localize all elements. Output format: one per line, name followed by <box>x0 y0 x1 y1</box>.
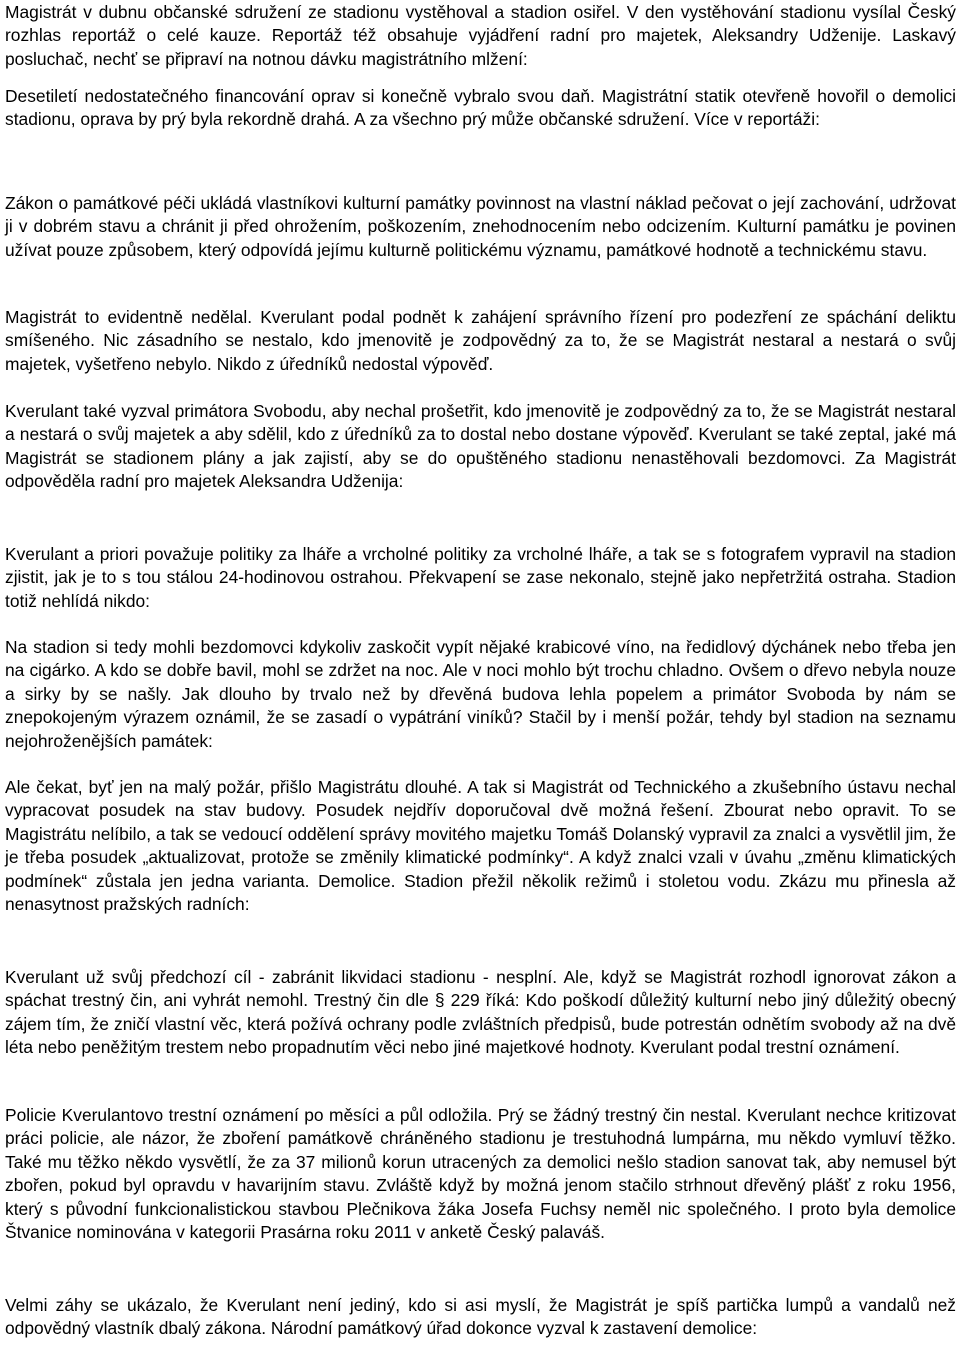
paragraph-9: Kverulant už svůj předchozí cíl - zabránit likvidaci stadionu - nesplní. Ale, když se Magistrát rozhodl ignorovat zákon a spáchat trestný čin, ani vyhrát nemohl. Trestný čin dle § 229 říká: Kdo poškodí důležitý kulturní nebo jiný důležitý obecný zájem tím, že zničí vlastní věc, která požívá ochrany podle zvláštních předpisů, bude potrestán odnětím svobody až na dvě léta nebo peněžitým trestem nebo propadnutím věci nebo jiné majetkové hodnoty. Kverulant podal trestní oznámení. <box>5 967 956 1058</box>
paragraph-11: Velmi záhy se ukázalo, že Kverulant není jediný, kdo si asi myslí, že Magistrát je spíš partička lumpů a vandalů než odpovědný vlastník dbalý zákona. Národní památkový úřad dokonce vyzval k zastavení demolice: <box>5 1295 956 1339</box>
paragraph-2: Desetiletí nedostatečného financování oprav si konečně vybralo svou daň. Magistrátní statik otevřeně hovořil o demolici stadionu, oprava by prý byla rekordně drahá. A za všechno prý může občanské sdružení. Více v reportáži: <box>5 86 956 130</box>
paragraph-1: Magistrát v dubnu občanské sdružení ze stadionu vystěhoval a stadion osiřel. V den vystěhování stadionu vysílal Český rozhlas reportáž o celé kauze. Reportáž též obsahuje vyjádření radní pro majetek, Aleksandry Udženije. Laskavý posluchač, nechť se připraví na notnou dávku magistrátního mlžení: <box>5 2 956 69</box>
paragraph-4: Magistrát to evidentně nedělal. Kverulant podal podnět k zahájení správního řízení pro podezření ze spáchání deliktu smíšeného. Nic zásadního se nestalo, kdo jmenovitě je zodpovědný za to, že se Magistrát nestaral a nestará o svůj majetek, vyšetřeno nebylo. Nikdo z úředníků nedostal výpověď. <box>5 307 956 374</box>
paragraph-5: Kverulant také vyzval primátora Svobodu, aby nechal prošetřit, kdo jmenovitě je zodpovědný za to, že se Magistrát nestaral a nestará o svůj majetek a aby sdělil, kdo z úředníků za to dostal nebo dostane výpověď. Kverulant se také zeptal, jaké má Magistrát se stadionem plány a jak zajistí, aby se do opuštěného stadionu nenastěhovali bezdomovci. Za Magistrát odpověděla radní pro majetek Aleksandra Udženija: <box>5 401 956 492</box>
paragraph-6: Kverulant a priori považuje politiky za lháře a vrcholné politiky za vrcholné lháře, a tak se s fotografem vypravil na stadion zjistit, jak je to s tou stálou 24-hodinovou ostrahou. Překvapení se zase nekonalo, stejně jako nepřetržitá ostraha. Stadion totiž nehlídá nikdo: <box>5 544 956 611</box>
paragraph-3: Zákon o památkové péči ukládá vlastníkovi kulturní památky povinnost na vlastní náklad pečovat o její zachování, udržovat ji v dobrém stavu a chránit ji před ohrožením, poškozením, znehodnocením nebo odcizením. Kulturní památku je povinen užívat pouze způsobem, který odpovídá jejímu kulturně politickému významu, památkové hodnotě a technickému stavu. <box>5 193 956 260</box>
paragraph-7: Na stadion si tedy mohli bezdomovci kdykoliv zaskočit vypít nějaké krabicové víno, na ředidlový dýchánek nebo třeba jen na cigárko. A kdo se dobře bavil, mohl se zdržet na noc. Ale v noci mohlo být trochu chladno. Ovšem o dřevo nebyla nouze a sirky by se našly. Jak dlouho by trvalo než by dřevěná budova lehla popelem a primátor Svoboda by nám se znepokojeným výrazem oznámil, že se zasadí o vypátrání viníků? Stačil by i menší požár, tehdy byl stadion na seznamu nejohroženějších památek: <box>5 637 956 751</box>
paragraph-8: Ale čekat, byť jen na malý požár, přišlo Magistrátu dlouhé. A tak si Magistrát od Technického a zkušebního ústavu nechal vypracovat posudek na stav budovy. Posudek nejdřív doporučoval dvě možná řešení. Zbourat nebo opravit. To se Magistrátu nelíbilo, a tak se vedoucí oddělení správy movitého majetku Tomáš Dolanský vypravil za znalci a vysvětlil jim, že je třeba posudek „aktualizovat, protože se změnily klimatické podmínky“. A když znalci vzali v úvahu „změnu klimatických podmínek“ zůstala jen jedna varianta. Demolice. Stadion přežil několik režimů i stoletou vodu. Zkázu mu přinesla až nenasytnost pražských radních: <box>5 777 956 915</box>
paragraph-10: Policie Kverulantovo trestní oznámení po měsíci a půl odložila. Prý se žádný trestný čin nestal. Kverulant nechce kritizovat práci policie, ale názor, že zboření památkově chráněného stadionu je trestuhodná lumpárna, mu někdo vymluví těžko. Také mu těžko někdo vysvětlí, že za 37 milionů korun utracených za demolici nešlo stadion sanovat tak, aby nemusel být zbořen, pokud byl opravdu v havarijním stavu. Zvláště když by možná jenom stačilo strhnout dřevěný plášť z roku 1956, který s původní funkcionalistickou stavbou Plečnikova žáka Josefa Fuchsy neměl nic společného. I proto byla demolice Štvanice nominována v kategorii Prasárna roku 2011 v anketě Český palaváš. <box>5 1105 956 1243</box>
